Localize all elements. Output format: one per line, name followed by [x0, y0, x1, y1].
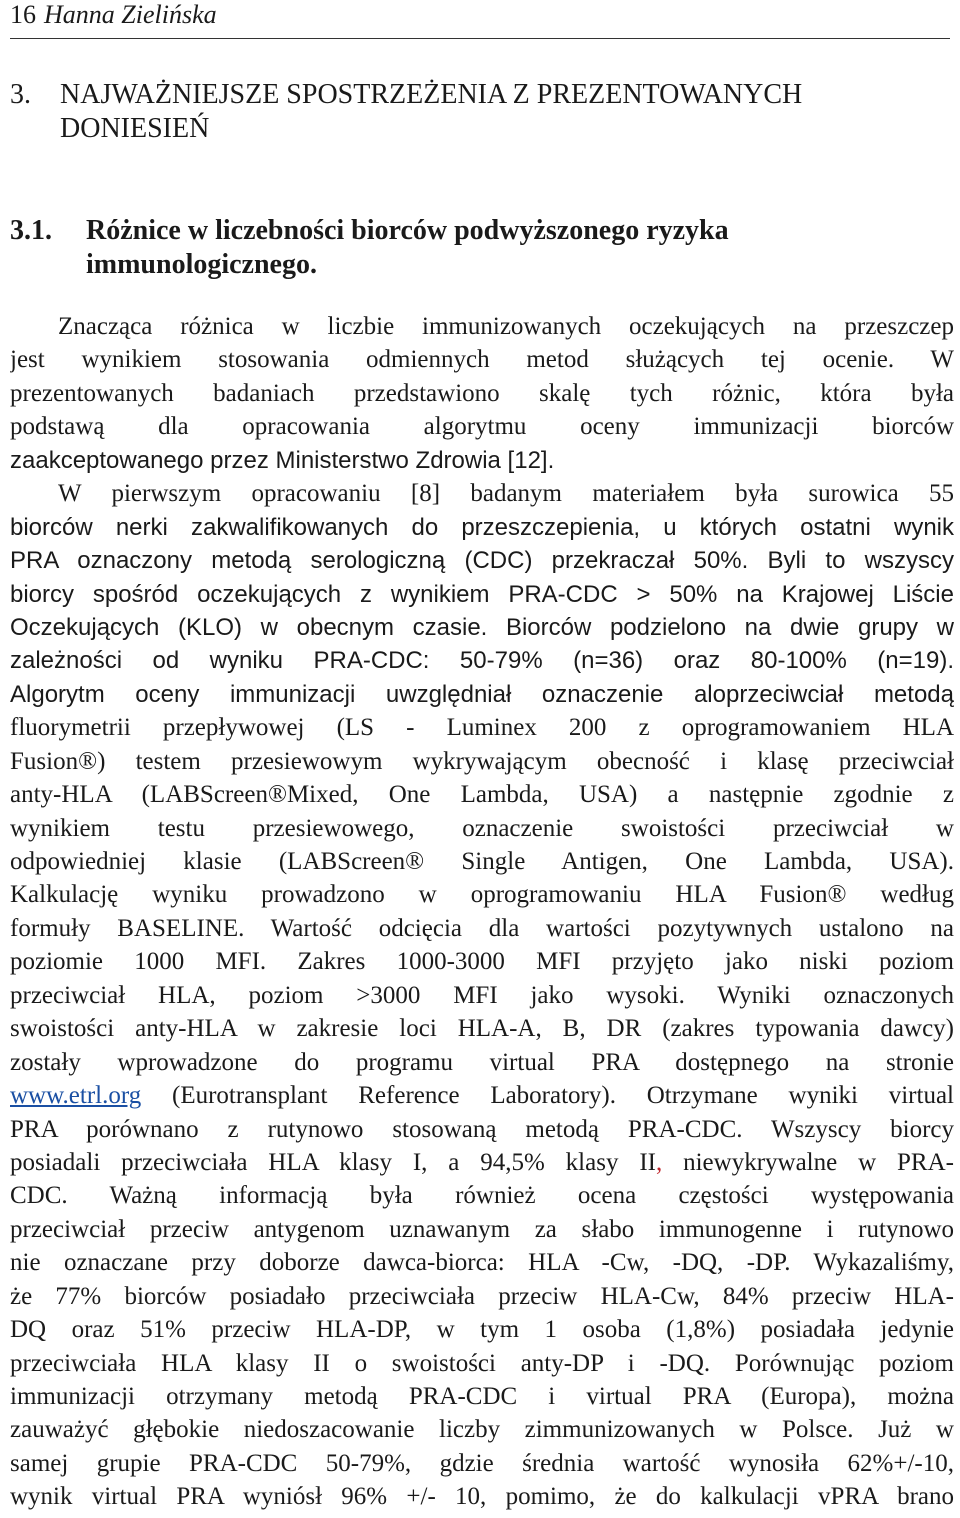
- body-line: że 77% biorców posiadało przeciwciała przeciw HLA-Cw, 84% przeciw HLA-: [10, 1282, 954, 1310]
- body-line: przeciwciał HLA, poziom >3000 MFI jako wysoki. Wyniki oznaczonych: [10, 981, 954, 1009]
- body-text: [10, 310, 954, 1514]
- body-line: formuły BASELINE. Wartość odcięcia dla wartości pozytywnych ustalono na: [10, 914, 954, 942]
- section-heading: [10, 78, 910, 146]
- body-line: immunizacji otrzymany metodą PRA-CDC i virtual PRA (Europa), można: [10, 1383, 954, 1410]
- body-line: Oczekujących (KLO) w obecnym czasie. Biorców podzielono na dwie grupy w: [10, 613, 954, 641]
- section-number: 3.: [10, 79, 31, 110]
- red-comma: ,: [655, 1148, 663, 1176]
- body-line: swoistości anty-HLA w zakresie loci HLA-A, B, DR (zakres typowania dawcy): [10, 1015, 954, 1043]
- etrl-link[interactable]: www.etrl.org: [10, 1082, 142, 1110]
- body-line: zostały wprowadzone do programu virtual PRA dostępnego na stronie: [10, 1048, 954, 1076]
- body-line: Kalkulację wyniku prowadzono w oprogramowaniu HLA Fusion® według: [10, 881, 954, 909]
- body-line: biorcy spośród oczekujących z wynikiem PRA-CDC > 50% na Krajowej Liście: [10, 580, 954, 608]
- body-line: Algorytm oceny immunizacji uwzględniał oznaczenie aloprzeciwciał metodą: [10, 680, 954, 708]
- body-line: podstawą dla opracowania algorytmu oceny immunizacji biorców: [10, 413, 954, 441]
- body-line: nie oznaczane przy doborze dawca-biorca: HLA -Cw, -DQ, -DP. Wykazaliśmy,: [10, 1249, 954, 1277]
- page-number: 16: [10, 0, 36, 29]
- body-line: samej grupie PRA-CDC 50-79%, gdzie średnia wartość wynosiła 62%+/-10,: [10, 1449, 954, 1477]
- body-line: poziomie 1000 MFI. Zakres 1000-3000 MFI przyjęto jako niski poziom: [10, 948, 954, 976]
- body-line: W pierwszym opracowaniu [8] badanym materiałem była surowica 55: [58, 480, 954, 508]
- body-line: wynik virtual PRA wyniósł 96% +/- 10, pomimo, że do kalkulacji vPRA brano: [10, 1483, 954, 1511]
- author-name: Hanna Zielińska: [44, 0, 217, 29]
- section-title-line-1: NAJWAŻNIEJSZE SPOSTRZEŻENIA Z PREZENTOWANYCH: [60, 79, 803, 110]
- subsection-title-line-2: immunologicznego.: [86, 249, 317, 280]
- body-line: prezentowanych badaniach przedstawiono skalę tych różnic, która była: [10, 379, 954, 407]
- body-line: przeciwciał przeciw antygenom uznawanym za słabo immunogenne i rutynowo: [10, 1215, 954, 1243]
- body-line: zauważyć głębokie niedoszacowanie liczby zimmunizowanych w Polsce. Już w: [10, 1416, 954, 1444]
- body-line: wynikiem testu przesiewowego, oznaczenie swoistości przeciwciał w: [10, 814, 954, 842]
- body-line: zależności od wyniku PRA-CDC: 50-79% (n=36) oraz 80-100% (n=19).: [10, 647, 954, 675]
- body-line: jest wynikiem stosowania odmiennych metod służących tej ocenie. W: [10, 346, 954, 374]
- subsection-number: 3.1.: [10, 215, 52, 246]
- body-line-text: posiadali przeciwciała HLA klasy I, a 94,5% klasy II: [10, 1148, 656, 1176]
- section-title-line-2: DONIESIEŃ: [60, 113, 210, 144]
- body-line: PRA porównano z rutynowo stosowaną metodą PRA-CDC. Wszyscy biorcy: [10, 1115, 954, 1143]
- body-line: PRA oznaczony metodą serologiczną (CDC) przekraczał 50%. Byli to wszyscy: [10, 547, 954, 575]
- body-line: Znacząca różnica w liczbie immunizowanych oczekujących na przeszczep: [58, 313, 954, 340]
- body-line: CDC. Ważną informacją była również ocena częstości występowania: [10, 1182, 954, 1210]
- body-line-text: (Eurotransplant Reference Laboratory). Otrzymane wyniki virtual: [141, 1082, 954, 1110]
- body-line: [10, 1079, 954, 1112]
- subsection-title-line-1: Różnice w liczebności biorców podwyższonego ryzyka: [86, 215, 729, 246]
- body-line: zaakceptowanego przez Ministerstwo Zdrowia [12].: [10, 446, 555, 474]
- body-line-text: niewykrywalne w PRA-: [662, 1148, 954, 1176]
- subsection-heading: [10, 214, 910, 282]
- body-line: biorców nerki zakwalifikowanych do przeszczepienia, u których ostatni wynik: [10, 513, 954, 541]
- body-line: Fusion®) testem przesiewowym wykrywającym obecność i klasę przeciwciał: [10, 747, 954, 775]
- body-line: odpowiedniej klasie (LABScreen® Single Antigen, One Lambda, USA).: [10, 848, 954, 875]
- running-header: [10, 0, 950, 39]
- body-line: fluorymetrii przepływowej (LS - Luminex 200 z oprogramowaniem HLA: [10, 714, 954, 742]
- body-line: anty-HLA (LABScreen®Mixed, One Lambda, USA) a następnie zgodnie z: [10, 781, 954, 809]
- body-line: [10, 1146, 954, 1179]
- body-line: DQ oraz 51% przeciw HLA-DP, w tym 1 osoba (1,8%) posiadała jedynie: [10, 1316, 954, 1344]
- body-line: przeciwciała HLA klasy II o swoistości anty-DP i -DQ. Porównując poziom: [10, 1349, 954, 1377]
